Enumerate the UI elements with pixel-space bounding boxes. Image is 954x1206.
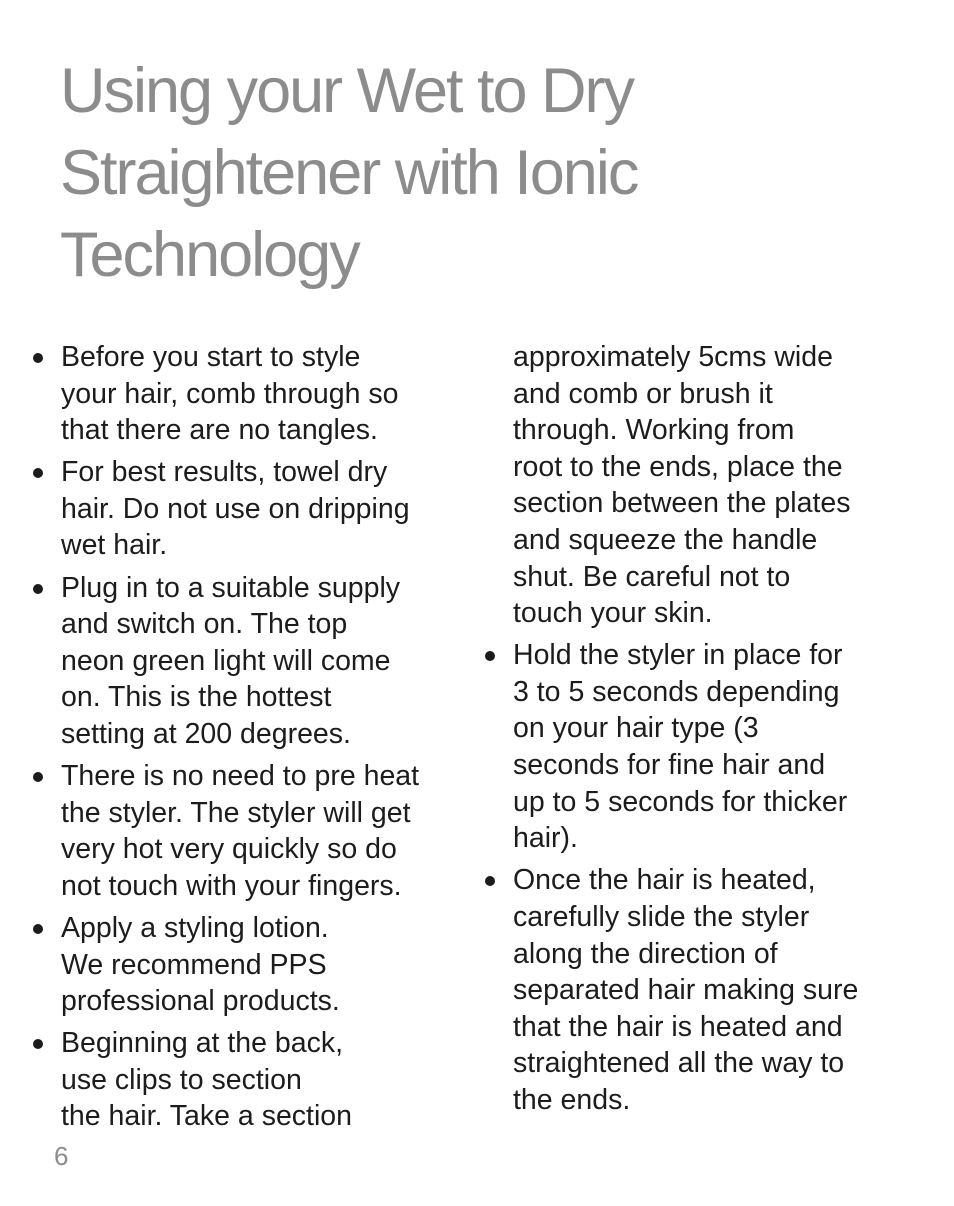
- bullet-item: [30, 339, 450, 449]
- bullet-text-line: the styler. The styler will get: [61, 796, 411, 829]
- bullet-text-line: Apply a styling lotion.: [61, 911, 329, 944]
- bullet-item: [30, 758, 450, 904]
- continued-text: [482, 339, 892, 632]
- bullet-text-line: that there are no tangles.: [61, 414, 378, 447]
- bullet-text-line: through. Working from: [513, 414, 795, 447]
- bullet-item: [30, 570, 450, 753]
- bullet-icon: [33, 584, 43, 594]
- bullet-icon: [33, 353, 43, 363]
- bullet-item: [30, 910, 450, 1020]
- bullet-text-line: shut. Be careful not to: [513, 560, 791, 593]
- bullet-text-line: For best results, towel dry: [61, 456, 388, 489]
- bullet-text-line: and switch on. The top: [61, 608, 348, 641]
- bullet-text-line: on. This is the hottest: [61, 681, 332, 714]
- bullet-icon: [485, 651, 495, 661]
- title-line: Straightener with Ionic: [60, 138, 638, 208]
- bullet-text-line: straightened all the way to: [513, 1047, 845, 1080]
- bullet-text-line: separated hair making sure: [513, 974, 859, 1007]
- page-number: 6: [54, 1141, 69, 1171]
- bullet-text-line: very hot very quickly so do: [61, 833, 397, 866]
- bullet-text-line: hair).: [513, 822, 578, 855]
- bullet-text-line: and comb or brush it: [513, 377, 773, 410]
- bullet-text-line: your hair, comb through so: [61, 377, 399, 410]
- bullet-icon: [33, 772, 43, 782]
- bullet-item: [30, 454, 450, 564]
- bullet-item: [482, 862, 892, 1118]
- bullet-text-line: Plug in to a suitable supply: [61, 571, 401, 604]
- bullet-text-line: the ends.: [513, 1083, 631, 1116]
- bullet-text-line: setting at 200 degrees.: [61, 717, 351, 750]
- title-line: Technology: [60, 220, 359, 290]
- bullet-text-line: Beginning at the back,: [61, 1027, 344, 1060]
- page-title: [60, 50, 780, 296]
- bullet-text-line: section between the plates: [513, 487, 851, 520]
- bullet-text-line: There is no need to pre heat: [61, 760, 420, 793]
- bullet-text-line: neon green light will come: [61, 644, 391, 677]
- bullet-text-line: wet hair.: [61, 529, 168, 562]
- bullet-text-line: approximately 5cms wide: [513, 341, 833, 373]
- bullet-text-line: touch your skin.: [513, 597, 713, 630]
- bullet-text-line: hair. Do not use on dripping: [61, 492, 410, 525]
- bullet-icon: [485, 876, 495, 886]
- bullet-text-line: root to the ends, place the: [513, 450, 843, 483]
- bullet-text-line: along the direction of: [513, 937, 778, 970]
- bullet-text-line: on your hair type (3: [513, 712, 759, 745]
- bullet-text-line: and squeeze the handle: [513, 523, 818, 556]
- bullet-item: [482, 637, 892, 857]
- bullet-text-line: professional products.: [61, 985, 340, 1018]
- title-line: Using your Wet to Dry: [60, 56, 634, 126]
- bullet-text-line: 3 to 5 seconds depending: [513, 675, 840, 708]
- bullet-text-line: Before you start to style: [61, 341, 361, 373]
- bullet-text-line: seconds for fine hair and: [513, 749, 826, 782]
- bullet-text-line: the hair. Take a section: [61, 1100, 352, 1133]
- bullet-icon: [33, 468, 43, 478]
- bullet-item: [30, 1025, 450, 1135]
- bullet-text-line: that the hair is heated and: [513, 1010, 843, 1043]
- bullet-text-line: up to 5 seconds for thicker: [513, 785, 848, 818]
- bullet-text-line: use clips to section: [61, 1063, 302, 1096]
- bullet-icon: [33, 1039, 43, 1049]
- right-column: [482, 339, 892, 1124]
- bullet-text-line: We recommend PPS: [61, 948, 327, 981]
- bullet-icon: [33, 924, 43, 934]
- bullet-text-line: Once the hair is heated,: [513, 864, 816, 897]
- bullet-text-line: Hold the styler in place for: [513, 639, 843, 672]
- left-column: [30, 339, 450, 1140]
- bullet-text-line: carefully slide the styler: [513, 900, 810, 933]
- bullet-text-line: not touch with your fingers.: [61, 869, 402, 902]
